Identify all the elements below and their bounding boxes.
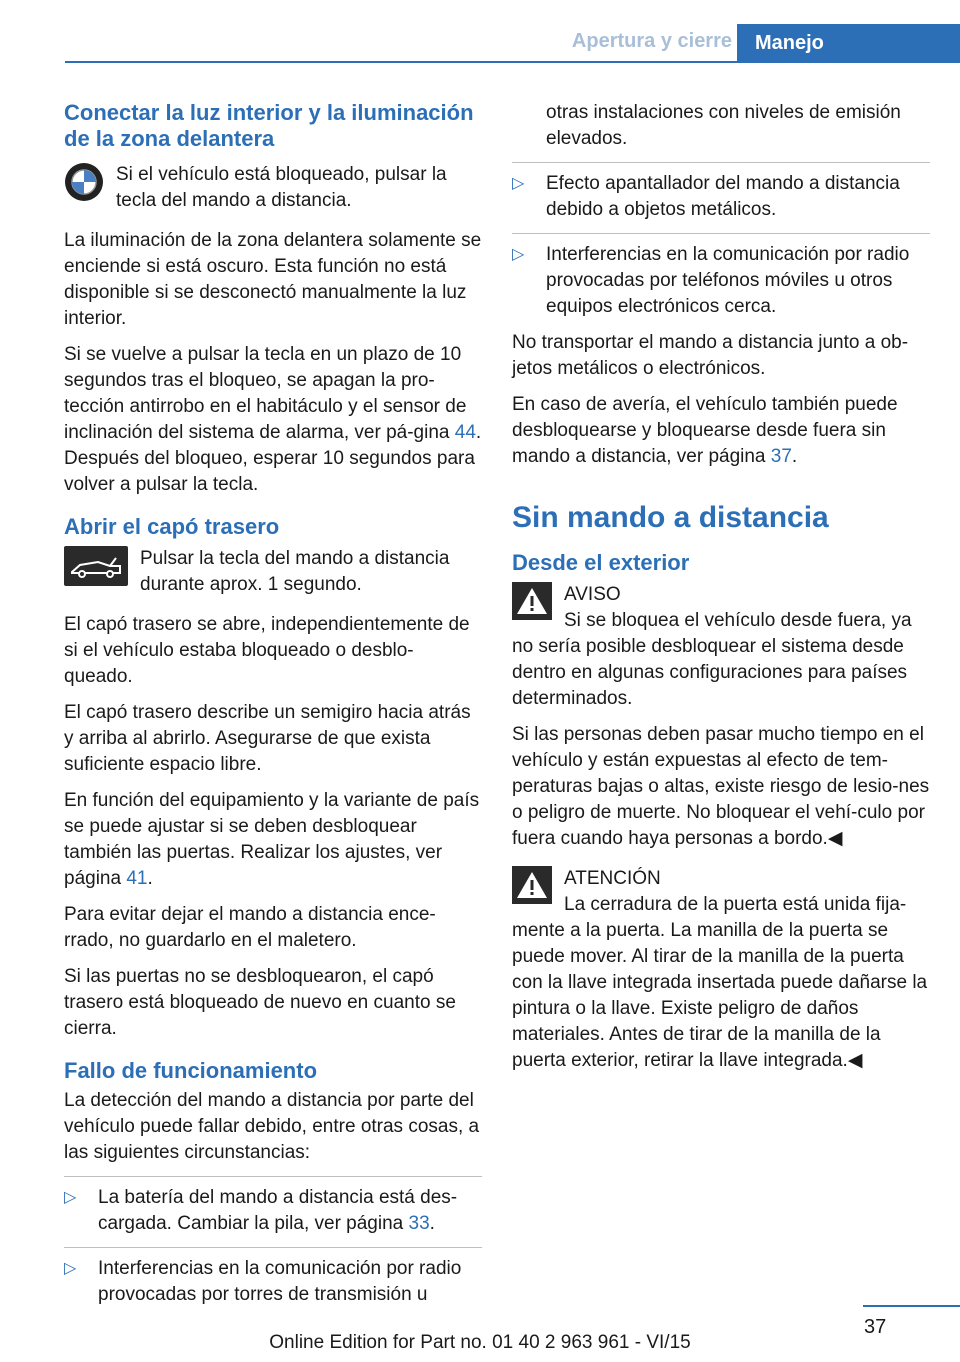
heading-interior-light: Conectar la luz interior y la iluminación de la zona delantera	[64, 100, 474, 151]
bmw-key-instruction	[64, 162, 482, 214]
paragraph: En función del equipamiento y la variante de país se puede ajustar si se deben desbloquear también las puertas. Realizar los ajustes, ver página 41.	[64, 790, 480, 889]
footer-rule	[863, 1305, 960, 1307]
warning-block	[512, 582, 930, 852]
paragraph: La iluminación de la zona delantera solamente se enciende si está oscuro. Esta función no está disponible si se desconectó manualmente la luz interior.	[64, 230, 482, 329]
warning-title: AVISO	[564, 584, 621, 605]
malfunction-list-continued	[512, 162, 930, 320]
list-item: ▷ Interferencias en la comunicación por radio provocadas por teléfonos móviles u otros equipos electrónicos cerca.	[512, 233, 930, 320]
paragraph: El capó trasero describe un semigiro hacia atrás y arriba al abrirlo. Asegurarse de que exista suficiente espacio libre.	[64, 702, 471, 775]
list-bullet-icon: ▷	[64, 1189, 77, 1206]
heading-malfunction: Fallo de funcionamiento	[64, 1058, 318, 1083]
page-link-41[interactable]: 41	[126, 868, 148, 889]
list-bullet-icon: ▷	[512, 246, 525, 263]
trunk-key-text: Pulsar la tecla del mando a distancia durante aprox. 1 segundo.	[140, 548, 450, 595]
caution-block	[512, 866, 930, 1074]
warning-first-line: Si se bloquea el vehículo desde fuera, ya	[564, 610, 912, 631]
list-continuation: otras instalaciones con niveles de emisión elevados.	[546, 102, 901, 149]
heading-from-outside: Desde el exterior	[512, 550, 690, 575]
heading-open-trunk: Abrir el capó trasero	[64, 514, 280, 539]
paragraph: En caso de avería, el vehículo también puede desbloquearse y bloquearse desde fuera sin mando a distancia, ver página 37.	[512, 394, 898, 467]
paragraph: El capó trasero se abre, independientemente de si el vehículo estaba bloqueado o desblo‐queado.	[64, 614, 470, 687]
warning-triangle-icon	[512, 582, 552, 620]
edition-footer: Online Edition for Part no. 01 40 2 963 961 - VI/15	[269, 1332, 691, 1353]
page-link-44[interactable]: 44	[454, 422, 476, 443]
page-link-33[interactable]: 33	[408, 1213, 430, 1234]
paragraph: No transportar el mando a distancia junto a ob‐jetos metálicos o electrónicos.	[512, 332, 909, 379]
right-column	[512, 100, 930, 1086]
page-number: 37	[864, 1316, 887, 1338]
chapter-tab[interactable]: Manejo	[737, 24, 960, 62]
header-rule	[65, 61, 960, 63]
car-trunk-icon	[64, 546, 128, 586]
paragraph: Para evitar dejar el mando a distancia ence‐rrado, no guardarlo en el maletero.	[64, 904, 436, 951]
warning-text: no sería posible desbloquear el sistema desde dentro en algunas configuraciones para países determinados.	[512, 636, 908, 709]
warning-text: Si las personas deben pasar mucho tiempo en el vehículo y están expuestas al efecto de tem‐peraturas bajas o altas, existe riesgo de lesio‐nes o peligro de muerte. No bloquear el vehí‐culo por fuera cuando haya personas a bordo.◀	[512, 724, 930, 849]
malfunction-list	[64, 1176, 482, 1308]
caution-first-line: La cerradura de la puerta está unida fija‐	[564, 894, 907, 915]
caution-title: ATENCIÓN	[564, 868, 661, 889]
warning-triangle-icon	[512, 866, 552, 904]
page-link-37[interactable]: 37	[770, 446, 792, 467]
heading-without-remote: Sin mando a distancia	[512, 501, 829, 534]
section-tab[interactable]: Apertura y cierre	[571, 30, 732, 52]
paragraph: Si se vuelve a pulsar la tecla en un plazo de 10 segundos tras el bloqueo, se apagan la pro‐tección antirrobo en el habitáculo y el sensor de inclinación del sistema de alarma, ver pá‐gina 44. Después del bloqueo, esperar 10 segundos para volver a pulsar la tecla.	[64, 344, 482, 495]
paragraph: Si las puertas no se desbloquearon, el capó trasero está bloqueado de nuevo en cuanto se cierra.	[64, 966, 456, 1039]
left-column	[64, 100, 482, 1318]
trunk-key-instruction	[64, 546, 482, 598]
caution-text: mente a la puerta. La manilla de la puerta se puede mover. Al tirar de la manilla de la puerta con la llave integrada insertada puede dañarse la pintura o la llave. Existe peligro de daños materiales. Antes de tirar de la manilla de la puerta exterior, retirar la llave integrada.◀	[512, 920, 928, 1071]
list-item: ▷ Interferencias en la comunicación por radio provocadas por torres de transmisión u	[64, 1247, 482, 1308]
paragraph: La detección del mando a distancia por parte del vehículo puede fallar debido, entre otras cosas, a las siguientes circunstancias:	[64, 1090, 480, 1163]
bmw-logo-icon	[64, 162, 104, 202]
list-bullet-icon: ▷	[64, 1260, 77, 1277]
page-header	[0, 0, 960, 62]
list-item: ▷ Efecto apantallador del mando a distancia debido a objetos metálicos.	[512, 162, 930, 223]
list-bullet-icon: ▷	[512, 175, 525, 192]
bmw-key-text: Si el vehículo está bloqueado, pulsar la tecla del mando a distancia.	[116, 164, 447, 211]
list-item: ▷ La batería del mando a distancia está des‐cargada. Cambiar la pila, ver página 33.	[64, 1176, 482, 1237]
